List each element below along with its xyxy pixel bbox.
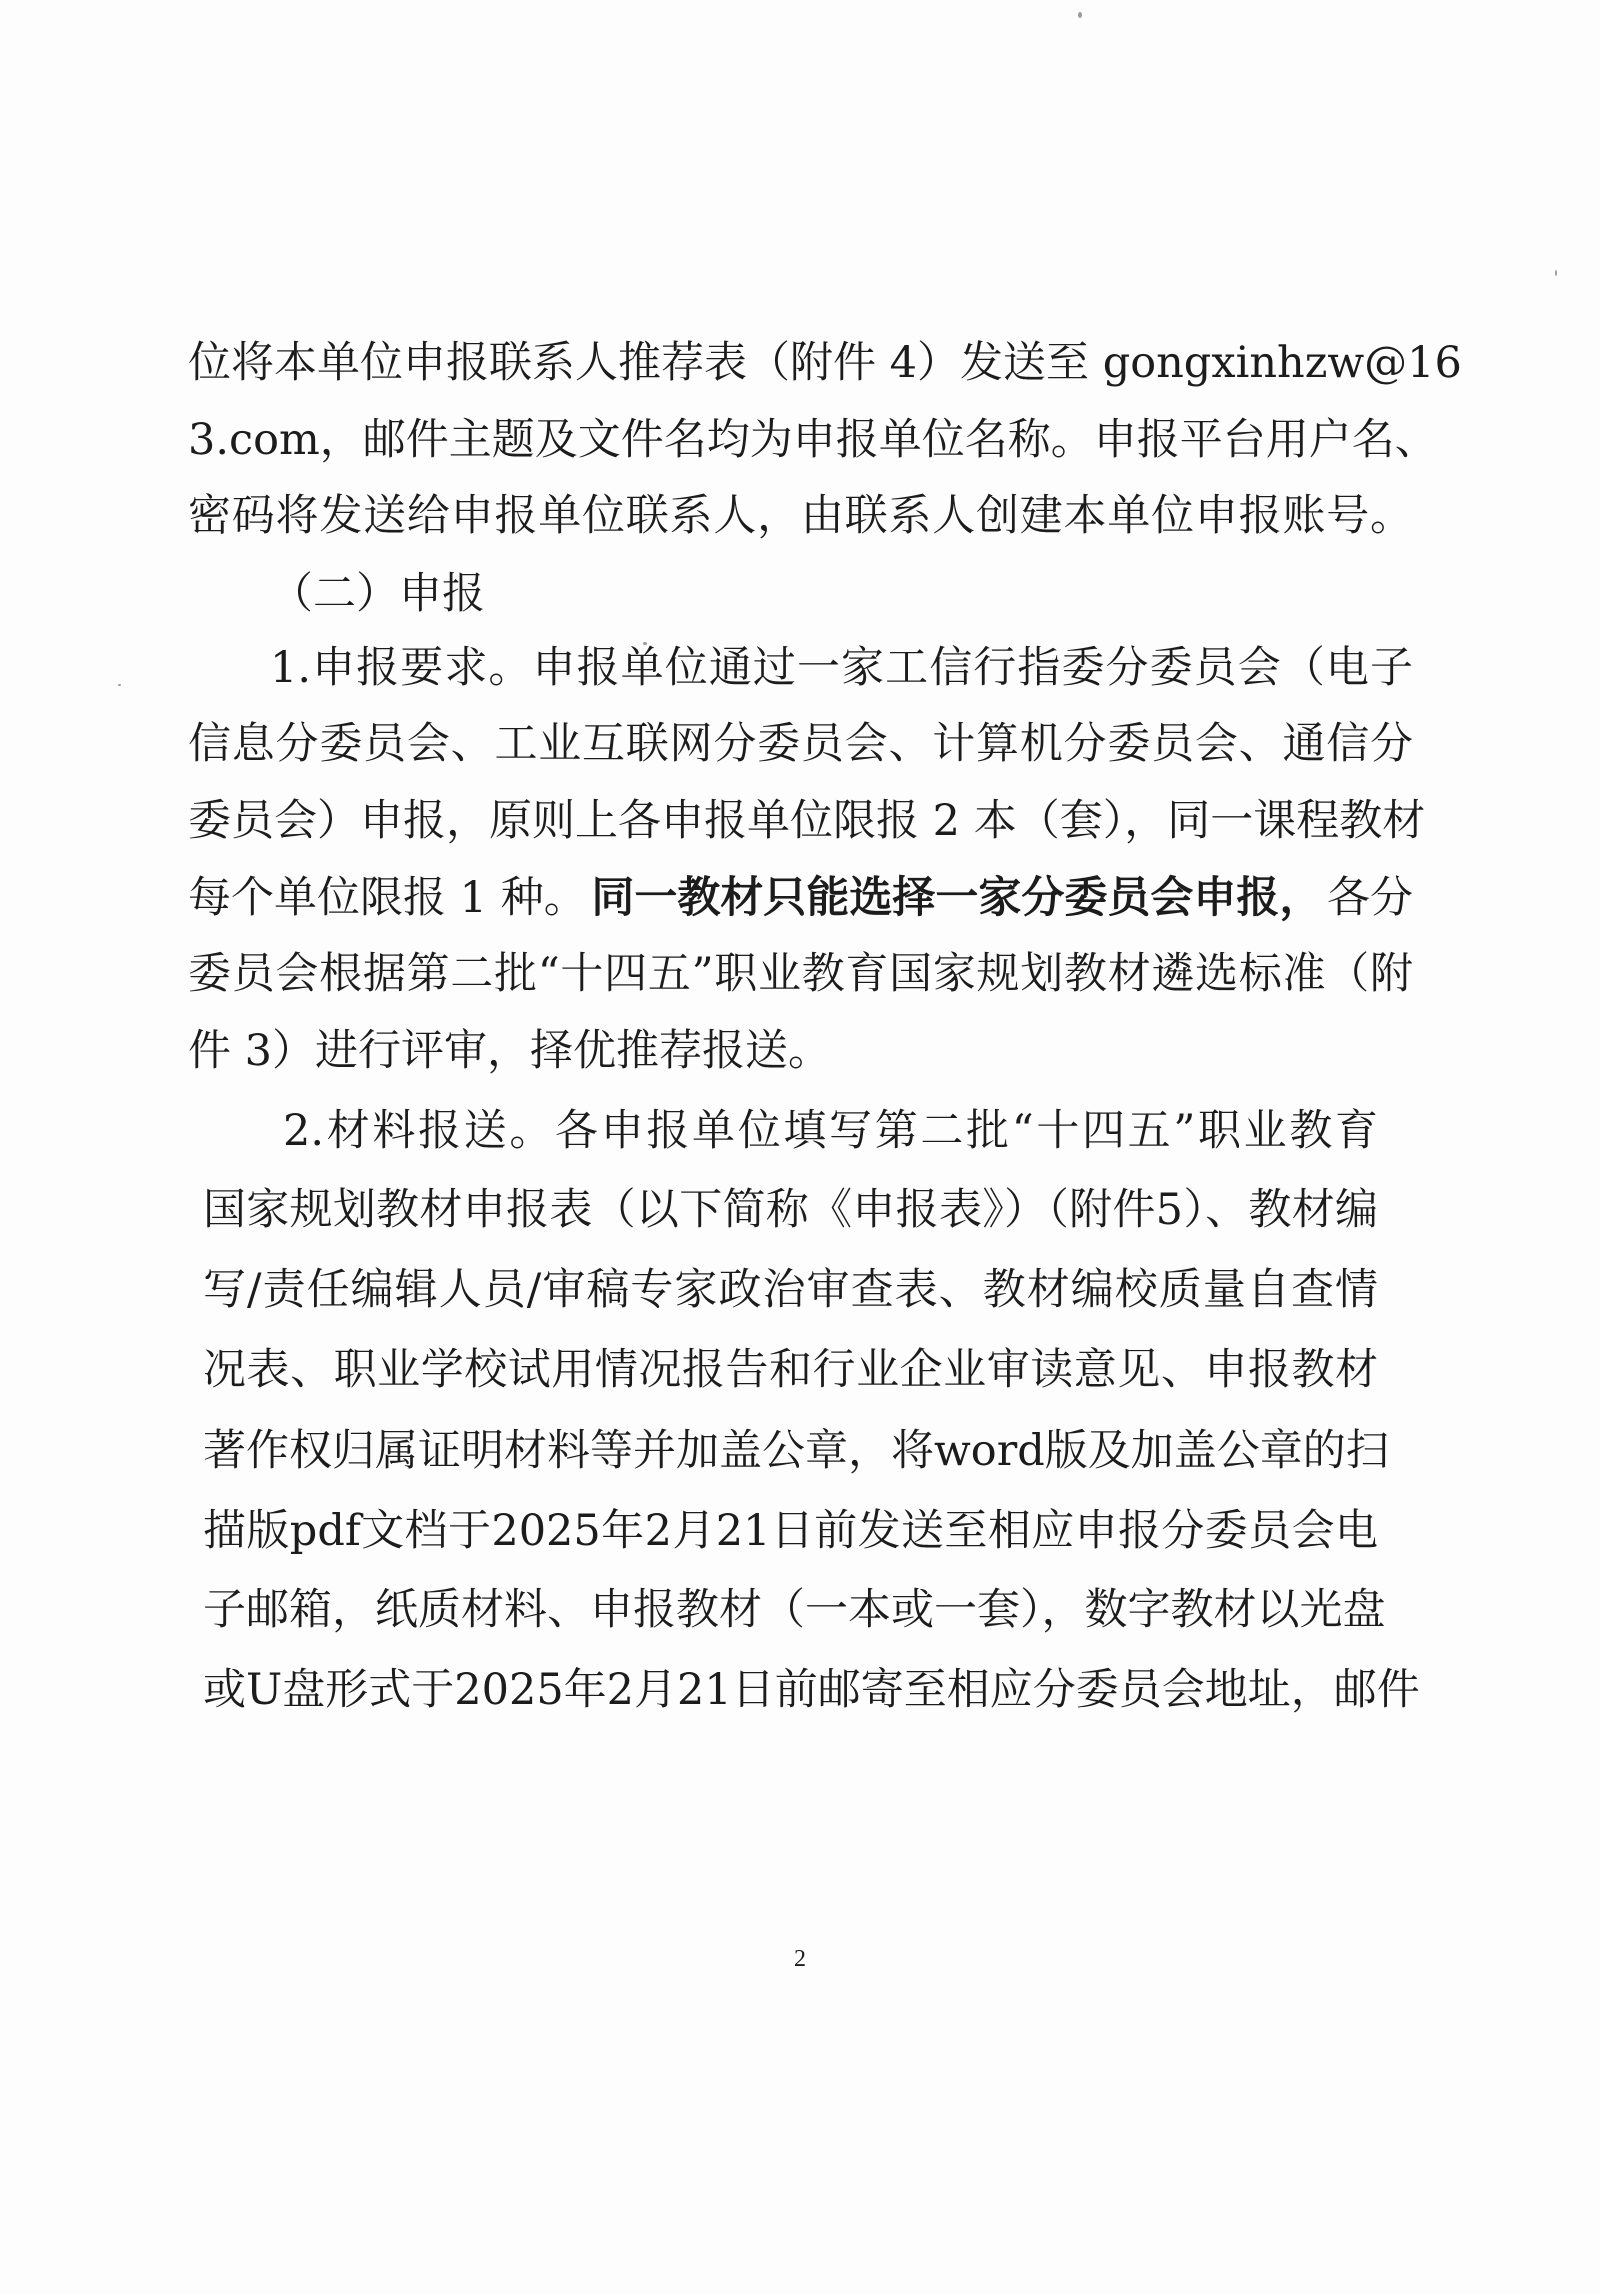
paragraph-line: 委员会）申报，原则上各申报单位限报 2 本（套），同一课程教材 — [188, 796, 1426, 846]
paragraph-line: 况表、职业学校试用情况报告和行业企业审读意见、申报教材 — [203, 1345, 1378, 1395]
scan-speck — [118, 684, 121, 686]
paragraph-line: 委员会根据第二批“十四五”职业教育国家规划教材遴选标准（附 — [188, 949, 1413, 999]
paragraph-line: 或U盘形式于2025年2月21日前邮寄至相应分委员会地址，邮件 — [203, 1665, 1420, 1715]
paragraph-line: 位将本单位申报联系人推荐表（附件 4）发送至 gongxinhzw@16 — [188, 338, 1462, 388]
paragraph-line: 3.com，邮件主题及文件名均为申报单位名称。申报平台用户名、 — [188, 415, 1438, 465]
paragraph-line: 写/责任编辑人员/审稿专家政治审查表、教材编校质量自查情 — [203, 1265, 1378, 1315]
paragraph-line: 描版pdf文档于2025年2月21日前发送至相应申报分委员会电 — [203, 1506, 1378, 1556]
paragraph-line: 著作权归属证明材料等并加盖公章，将word版及加盖公章的扫 — [203, 1426, 1389, 1476]
paragraph-line-mixed — [188, 870, 1413, 926]
paragraph-line: 1.申报要求。申报单位通过一家工信行指委分委员会（电子 — [270, 643, 1413, 693]
scan-speck — [1555, 270, 1557, 276]
paragraph-line: 信息分委员会、工业互联网分委员会、计算机分委员会、通信分 — [188, 719, 1413, 769]
scan-speck — [1078, 12, 1082, 18]
page-number: 2 — [794, 1946, 806, 1972]
bold-emphasis-text: 同一教材只能选择一家分委员会申报， — [591, 873, 1323, 923]
plain-text: 每个单位限报 1 种。 — [188, 873, 587, 923]
paragraph-line: 国家规划教材申报表（以下简称《申报表》）（附件5）、教材编 — [203, 1185, 1378, 1235]
paragraph-line: 子邮箱，纸质材料、申报教材（一本或一套），数字教材以光盘 — [203, 1585, 1386, 1635]
paragraph-line: 件 3）进行评审，择优推荐报送。 — [188, 1026, 832, 1076]
section-heading: （二）申报 — [270, 569, 485, 619]
paragraph-line: 密码将发送给申报单位联系人，由联系人创建本单位申报账号。 — [188, 491, 1413, 541]
plain-text: 各分 — [1326, 873, 1413, 923]
paragraph-line: 2.材料报送。各申报单位填写第二批“十四五”职业教育 — [283, 1106, 1378, 1156]
